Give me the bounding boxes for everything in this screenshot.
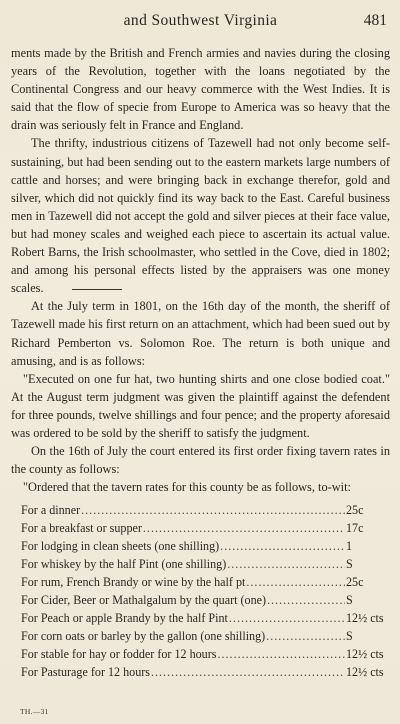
dot-leader [220, 537, 345, 555]
rate-item: For Peach or apple Brandy by the half Pint [21, 611, 228, 626]
body-text [11, 44, 390, 496]
rate-item: For a dinner [21, 503, 81, 518]
dot-leader [267, 591, 345, 609]
rate-item: For stable for hay or fodder for 12 hours [21, 647, 217, 662]
rate-row [11, 627, 390, 645]
rate-value: 12½ cts [346, 611, 384, 626]
rate-value: S [346, 593, 353, 608]
rate-row [11, 555, 390, 573]
rate-item: For corn oats or barley by the gallon (one shilling) [21, 629, 266, 644]
paragraph-5: On the 16th of July the court entered its first order fixing tavern rates in the county as follows: [11, 444, 390, 477]
rate-value: 17c [346, 521, 364, 536]
rate-item: For lodging in clean sheets (one shilling) [21, 539, 220, 554]
rate-item: For Cider, Beer or Mathalgalum by the quart (one) [21, 593, 267, 608]
dot-leader [81, 501, 345, 519]
rate-row [11, 537, 390, 555]
dot-leader [229, 609, 345, 627]
rate-value: S [346, 629, 353, 644]
dot-leader [217, 645, 345, 663]
rate-item: For Pasturage for 12 hours [21, 665, 150, 680]
rate-row [11, 645, 390, 663]
paragraph-1: ments made by the British and French armies and navies during the closing years of the Revolution, together with the loans negotiated by the Continental Congress and our heavy commerce with the West Indies. It is said that the flow of specie from Europe to America was so heavy that the drain was seriously felt in France and England. [11, 46, 390, 133]
tavern-rates-list [11, 501, 390, 681]
rate-row [11, 573, 390, 591]
rate-value: 25c [346, 503, 364, 518]
paragraph-2-text: The thrifty, industrious citizens of Tazewell had not only become self-sustaining, but had been sending out to the eastern markets large numbers of cattle and horses; and were bringing back in exchange therefor, gold and silver, which did not quickly find its way back to the East. Careful business men in Tazewell did not accept the gold and silver pieces at their face value, but had money scales and weighed each piece to ascertain its actual value. Robert Barns, the Irish schoolmaster, who settled in the Cove, died in 1802; and among his personal effects listed by the appraisers was one money scales. [11, 136, 390, 296]
page-number: 481 [363, 12, 387, 29]
rate-value: 25c [346, 575, 364, 590]
signature-mark: TH.—31 [20, 707, 49, 716]
paragraph-3: At the July term in 1801, on the 16th day of the month, the sheriff of Tazewell made his first return on an attachment, which had been sued out by Richard Pemberton vs. Solomon Roe. The return is both unique and amusing, and is as follows: [11, 299, 390, 368]
dot-leader [227, 555, 345, 573]
paragraph-4: "Executed on one fur hat, two hunting shirts and one close bodied coat." At the August term judgment was given the plaintiff against the defendent for three pounds, twelve shillings and four pence; and the property aforesaid was ordered to be sold by the sheriff to satisfy the judgment. [11, 371, 390, 440]
rate-value: 12½ cts [346, 647, 384, 662]
section-divider [72, 289, 122, 290]
running-title: and Southwest Virginia [123, 12, 278, 29]
dot-leader [246, 573, 345, 591]
rate-value: 1 [346, 539, 353, 554]
dot-leader [151, 663, 345, 681]
rate-row [11, 519, 390, 537]
rate-item: For rum, French Brandy or wine by the half pt [21, 575, 246, 590]
rate-row [11, 501, 390, 519]
dot-leader [143, 519, 345, 537]
rate-value: 12½ cts [346, 665, 384, 680]
running-header [11, 8, 390, 34]
rate-value: S [346, 557, 353, 572]
rate-row [11, 609, 390, 627]
paragraph-6: "Ordered that the tavern rates for this county be as follows, to-wit: [23, 480, 351, 495]
paragraph-2 [11, 134, 390, 297]
rate-row [11, 663, 390, 681]
rate-item: For a breakfast or supper [21, 521, 142, 536]
rate-item: For whiskey by the half Pint (one shilling) [21, 557, 227, 572]
rate-row [11, 591, 390, 609]
dot-leader [266, 627, 345, 645]
